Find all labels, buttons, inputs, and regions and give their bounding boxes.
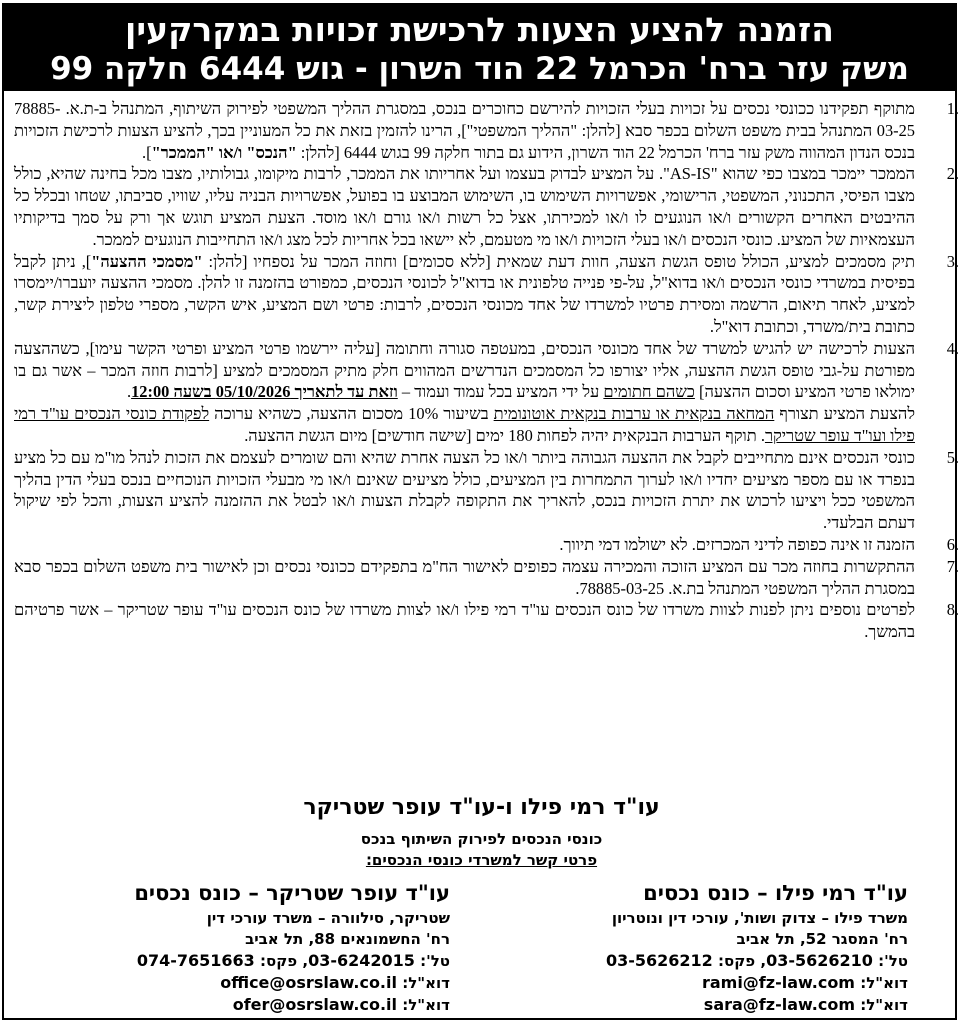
notice-item (14, 599, 955, 643)
item-text-segment: בשיעור 10% מסכום ההצעה, כשהיא ערוכה (209, 404, 494, 424)
email-label: דוא"ל: (860, 974, 908, 992)
phone-label: טל': (878, 952, 908, 970)
item-text (14, 534, 915, 556)
item-text-segment: "מסמכי ההצעה" (91, 251, 203, 271)
property-subtitle: משק עזר ברח' הכרמל 22 הוד השרון - גוש 6444 חלקה 99 (50, 51, 909, 87)
item-text-segment: הזמנה זו אינה כפופה לדיני המכרזים. לא ישולמו דמי תיווך. (559, 534, 915, 554)
item-number: 5 . (929, 447, 959, 469)
notice-title: הזמנה להציע הצעות לרכישת זכויות במקרקעין (125, 10, 834, 49)
email-label: דוא"ל: (402, 996, 450, 1014)
receiver-phone-fax: טל': 03-5626210, פקס: 03-5626212 (605, 951, 908, 970)
notice-items (14, 98, 955, 643)
contact-heading: פרטי קשר למשרדי כונסי הנכסים: (365, 851, 598, 869)
fax-number: 03-5626212 (605, 951, 713, 970)
notice-item (14, 338, 955, 447)
email-label: דוא"ל: (860, 996, 908, 1014)
item-text-segment: הצעות לרכישה יש להגיש למשרד של אחד מכונסי הנכסים, במעטפה סגורה וחתומה [עליה יירשמו פרטי המציע ופרטי הקשר עימו], כשההצעה מפורטת על-גבי טופס הגשת ההצעה, אליו יצורפו כל המסמכים הנדרשים המהווים חלק מתיק המסמכים למציע [לרבות חוזה המכר – אשר גם בו ימולאו פרטי המציע וסכום ההצעה] (14, 338, 915, 402)
fax-number: 074-7651663 (136, 951, 255, 970)
receiver-address: רח' החשמונאים 88, תל אביב (245, 930, 450, 948)
phone-label: טל': (420, 952, 450, 970)
item-text (14, 599, 915, 643)
email-link[interactable]: rami@fz-law.com (701, 973, 855, 992)
notice-item (14, 98, 955, 163)
item-text-segment: להצעת המציע תצורף (774, 404, 916, 424)
receiver-name: עו"ד עופר שטריקר – כונס נכסים (134, 881, 450, 905)
receiver-firm: שטריקר, סילוורה – משרד עורכי דין (206, 909, 450, 927)
email-link[interactable]: office@osrslaw.co.il (220, 973, 397, 992)
item-text-segment: לפרטים נוספים ניתן לפנות לצוות משרדו של כונס הנכסים עו"ד רמי פילו ו/או לצוות משרדו של כונס הנכסים עו"ד עופר שטריקר – אשר פרטיהם בהמשך. (14, 600, 915, 642)
receiver-email-row (508, 994, 908, 1016)
email-link[interactable]: sara@fz-law.com (703, 995, 855, 1014)
email-link[interactable]: ofer@osrslaw.co.il (232, 995, 397, 1014)
item-text-segment: המחאה בנקאית או ערבות בנקאית אוטונומית (493, 404, 775, 424)
item-text-segment: תיק מסמכים למציע, הכולל טופס הגשת הצעה, חוות דעת שמאית [ללא סכומים] וחוזה המכר על נספחיו [להלן: (202, 251, 915, 271)
item-text-segment: לפקודת כונסי הנכסים עו"ד רמי פילו ועו"ד עופר שטריקר (14, 404, 915, 445)
item-text-segment: על ידי המציע בכל עמוד ועמוד – (397, 382, 604, 402)
item-number: 7 . (929, 556, 959, 578)
item-number: 1 . (929, 98, 959, 120)
notice-item (14, 163, 955, 250)
receiver-address: רח' המסגר 52, תל אביב (736, 930, 908, 948)
item-text (14, 338, 915, 447)
notice-item (14, 251, 955, 338)
item-number: 6 . (929, 534, 959, 556)
item-text (14, 98, 915, 163)
item-text-segment: ], ניתן לקבל בפיסית במשרדי כונסי הנכסים ו/או בדוא"ל, על-פי פנייה טלפונית או בדוא"ל לכונסי הנכסים, כמפורט בהזמנה זו להלן. מסמכי ההצעה יועברו/יימסרו למציע, לאחר תיאום, הרשמה ומסירת פרטיו למשרדו של אחד מכונסי הנכסים, לרבות: פרטי ושם המציע, איש הקשר, מספרי טלפון ליצירת קשר, כתובת בית/משרד, וכתובת דוא"ל. (14, 251, 915, 336)
receiver-email-row (50, 972, 450, 994)
receiver-phone-fax: טל': 03-6242015, פקס: 074-7651663 (136, 951, 450, 970)
receiver-email-row (50, 994, 450, 1016)
receiver-name: עו"ד רמי פילו – כונס נכסים (643, 881, 908, 905)
notice-item (14, 447, 955, 534)
item-number: 4 . (929, 338, 959, 360)
notice-item (14, 556, 955, 600)
item-number: 8 . (929, 599, 959, 621)
phone-number[interactable]: 03-5626210 (766, 951, 873, 970)
item-text (14, 251, 915, 338)
item-number: 3 . (929, 251, 959, 273)
item-text-segment: כונסי הנכסים אינם מתחייבים לקבל את ההצעה הגבוהה ביותר ו/או כל הצעה אחרת שהיא והם שומרים לעצמם את הזכות לנהל מו"מ עם כל מציע בנפרד או עם מספר מציעים יחדיו ו/או לערוך התמחרות בין המציעים, כולל מציעים שאינם ו/או מי מבעלי הזכויות הנוכחיים בנכס בעלי הדין בהליך המשפטי ככל ויציעו לרכוש את יתרת הזכויות בנכס, להאריך את התקופה לקבלת הצעות ו/או לבטל את ההזמנה להציע הצעות, והכל לפי שיקול דעתם הבלעדי. (14, 447, 915, 533)
notice-header (2, 3, 957, 91)
item-text-segment: . (127, 382, 132, 402)
item-number: 2 . (929, 163, 959, 185)
receiver-card-pilo (508, 878, 908, 1016)
item-text-segment: "הנכס" ו/או "הממכר" (151, 142, 297, 162)
item-text-segment: כשהם חתומים (603, 382, 695, 402)
fax-label: פקס: (718, 952, 756, 970)
notice-item (14, 534, 955, 556)
receiver-email-row (508, 972, 908, 994)
receiver-card-striker (50, 878, 450, 1016)
signatories-names: עו"ד רמי פילו ו-עו"ד עופר שטריקר (303, 795, 660, 820)
item-text-segment: ]. (142, 142, 152, 162)
item-text-segment: מתוקף תפקידנו ככונסי נכסים על זכויות בעלי הזכויות להירשם כחוכרים בנכס, במסגרת ההליך המשפטי לפירוק השיתוף, המתנהל ב-ת.א. 78885-03-25 המתנהל בבית משפט השלום בכפר סבא [להלן: "ההליך המשפטי"], הרינו להזמין בזאת את כל המעוניין בכך, להציע הצעות לרכישת הזכויות בנכס הנדון המהווה משק עזר ברח' הכרמל 22 הוד השרון, הידוע גם בתור חלקה 99 בגוש 6444 [להלן: (14, 99, 915, 162)
item-text-segment: וזאת עד לתאריך 05/10/2026 בשעה 12:00 (131, 382, 398, 402)
receiver-firm: משרד פילו – צדוק ושות', עורכי דין ונוטריון (611, 909, 908, 927)
signatories-role: כונסי הנכסים לפירוק השיתוף בנכס (360, 830, 603, 848)
fax-label: פקס: (260, 952, 298, 970)
item-text-segment: הממכר יימכר במצבו כפי שהוא "AS-IS". על המציע לבדוק בעצמו ועל אחריותו את הממכר, לרבות מיקומו, גבולותיו, מצבו מכל בחינה שהיא, כולל מצבו הפיסי, התכנוני, המשפטי, הרישומי, אפשרויות השימוש בו, השימוש המבוצע בו בפועל, אפשרויות הבניה עליו, שוויו, סביבתו, שטחו ובכלל כל ההיבטים האחרים הקשורים ו/או הנוגעים לו ו/או למכירתו, אצל כל רשות ו/או גורם ו/או מוסד. הצעת המציע תוגש אך ורק על סמך בדיקותיו העצמאיות של המציע. כונסי הנכסים ו/או בעלי הזכויות ו/או מי מטעמם, לא יישאו בכל אחריות לכל מצג ו/או התחייבות הנוגעים לממכר. (14, 164, 915, 249)
item-text-segment: ההתקשרות בחוזה מכר עם המציע הזוכה והמכירה עצמה כפופים לאישור הח"מ בתפקידם ככונסי נכסים וכן לאישור בית משפט השלום בכפר סבא במסגרת ההליך המשפטי המתנהל בת.א. 78885-03-25. (14, 556, 915, 598)
email-label: דוא"ל: (402, 974, 450, 992)
item-text-segment: . תוקף הערבות הבנקאית יהיה לפחות 180 ימים [שישה חודשים] מיום הגשת ההצעה. (244, 425, 765, 445)
phone-number[interactable]: 03-6242015 (308, 951, 415, 970)
item-text (14, 163, 915, 250)
item-text (14, 556, 915, 600)
item-text (14, 447, 915, 534)
